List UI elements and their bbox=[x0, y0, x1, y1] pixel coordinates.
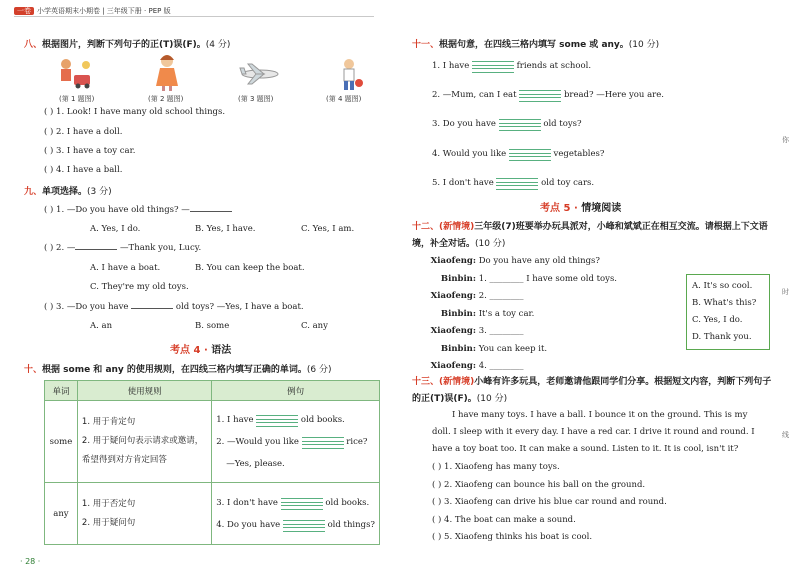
s8-item-2: ( ) 2. I have a doll. bbox=[44, 127, 123, 137]
col-word: 单词 bbox=[45, 381, 78, 401]
answer-blank[interactable] bbox=[131, 308, 173, 309]
margin-char-2: 时 bbox=[782, 288, 789, 296]
examples-some: 1. I have old books. 2. —Would you like rice? —Yes, please. bbox=[212, 401, 380, 483]
s13-item-5: ( ) 5. Xiaofeng thinks his boat is cool. bbox=[432, 532, 593, 542]
dialogue-line: Binbin: You can keep it. bbox=[440, 343, 548, 354]
col-rule: 使用规则 bbox=[77, 381, 211, 401]
word-any: any bbox=[45, 483, 78, 545]
section-12-heading: 十二、(新情境)三年级(7)班要举办玩具派对，小峰和斌斌正在相互交流。请根据上下文语境，补全对话。(10 分) bbox=[412, 222, 768, 249]
four-line-blank[interactable] bbox=[496, 177, 538, 191]
dialogue bbox=[430, 253, 617, 376]
section-8-heading: 八、根据图片，判断下列句子的正(T)误(F)。(4 分) bbox=[24, 40, 231, 50]
four-line-blank[interactable] bbox=[283, 519, 325, 533]
s11-item-5: 5. I don't have old toy cars. bbox=[432, 177, 594, 191]
s9-q3: ( ) 3. —Do you have old toys? —Yes, I have a boat. bbox=[44, 302, 304, 312]
section-13-heading: 十三、(新情境)小峰有许多玩具，老师邀请他跟同学们分享。根据短文内容，判断下列句子的正(T)误(F)。(10 分) bbox=[412, 377, 772, 404]
margin-char-1: 你 bbox=[782, 136, 789, 144]
book-title: 小学英语期末小期卷 | 三年级下册 · PEP 版 bbox=[37, 7, 171, 15]
header-divider bbox=[14, 16, 374, 17]
four-line-blank[interactable] bbox=[281, 497, 323, 511]
s9-q2-opt-a: A. I have a boat. bbox=[90, 263, 161, 273]
dialogue-line: Xiaofeng: 2. ________ bbox=[430, 291, 524, 301]
key-point-5: 考点 5 · 情境阅读 bbox=[540, 203, 622, 214]
options-box: A. It's so cool. B. What's this? C. Yes, I do. D. Thank you. bbox=[686, 274, 770, 350]
s9-q1-opt-a: A. Yes, I do. bbox=[90, 224, 141, 234]
s9-q3-opt-b: B. some bbox=[195, 321, 230, 331]
four-line-blank[interactable] bbox=[302, 436, 344, 450]
picture-2-girl-doll bbox=[152, 52, 182, 92]
s11-item-3: 3. Do you have old toys? bbox=[432, 118, 582, 132]
s9-q3-opt-a: A. an bbox=[90, 321, 113, 331]
grammar-table bbox=[44, 380, 380, 545]
volume-badge: 一卷 bbox=[14, 7, 34, 15]
rules-any: 1. 用于否定句 2. 用于疑问句 bbox=[77, 483, 211, 545]
s13-item-2: ( ) 2. Xiaofeng can bounce his ball on the ground. bbox=[432, 479, 646, 490]
caption-3: (第 3 题图) bbox=[238, 95, 274, 103]
answer-blank[interactable] bbox=[190, 211, 232, 212]
four-line-blank[interactable] bbox=[256, 414, 298, 428]
word-some: some bbox=[45, 401, 78, 483]
caption-1: (第 1 题图) bbox=[59, 95, 95, 103]
s13-item-4: ( ) 4. The boat can make a sound. bbox=[432, 514, 576, 525]
picture-4-boy-ball bbox=[338, 56, 364, 92]
running-header bbox=[14, 6, 171, 16]
four-line-blank[interactable] bbox=[472, 60, 514, 74]
dialogue-line: Binbin: It's a toy car. bbox=[440, 308, 535, 319]
s8-item-4: ( ) 4. I have a ball. bbox=[44, 165, 123, 175]
s13-items bbox=[432, 459, 667, 547]
section-11-heading: 十一、根据句意，在四线三格内填写 some 或 any。(10 分) bbox=[412, 40, 660, 50]
picture-1-school-things bbox=[56, 55, 96, 91]
page-number: · 28 · bbox=[20, 557, 41, 566]
dialogue-line: Xiaofeng: 3. ________ bbox=[430, 326, 524, 336]
s8-item-1: ( ) 1. Look! I have many old school things. bbox=[44, 107, 226, 117]
dialogue-line: Xiaofeng: 4. ________ bbox=[430, 361, 524, 371]
section-9-heading: 九、单项选择。(3 分) bbox=[24, 187, 112, 197]
s11-item-4: 4. Would you like vegetables? bbox=[432, 148, 604, 162]
caption-2: (第 2 题图) bbox=[148, 95, 184, 103]
examples-any: 3. I don't have old books. 4. Do you have old things? bbox=[212, 483, 380, 545]
s9-q1-opt-c: C. Yes, I am. bbox=[301, 224, 355, 234]
margin-char-3: 线 bbox=[782, 431, 789, 439]
s11-item-2: 2. —Mum, can I eat bread? —Here you are. bbox=[432, 89, 664, 103]
s11-item-1: 1. I have friends at school. bbox=[432, 60, 591, 74]
four-line-blank[interactable] bbox=[519, 89, 561, 103]
dialogue-line: Xiaofeng: Do you have any old things? bbox=[430, 256, 600, 266]
picture-3-plane bbox=[238, 62, 282, 86]
key-point-4: 考点 4 · 语法 bbox=[170, 345, 232, 356]
reading-passage: I have many toys. I have a ball. I bounce it on the ground. This is my doll. I sleep with it every day. I have a red car. I drive it round and round. I have a toy boat too. It can make a sound. Listen to it. It is cool, isn't it? bbox=[432, 410, 755, 454]
s13-item-3: ( ) 3. Xiaofeng can drive his blue car round and round. bbox=[432, 497, 667, 507]
section-10-heading: 十、根据 some 和 any 的使用规则，在四线三格内填写正确的单词。(6 分) bbox=[24, 365, 332, 375]
s9-q2-opt-b: B. You can keep the boat. bbox=[195, 263, 305, 273]
four-line-blank[interactable] bbox=[509, 148, 551, 162]
s9-q3-opt-c: C. any bbox=[301, 321, 328, 331]
s13-item-1: ( ) 1. Xiaofeng has many toys. bbox=[432, 462, 560, 472]
s9-q2-opt-c: C. They're my old toys. bbox=[90, 282, 189, 292]
s9-q2: ( ) 2. — —Thank you, Lucy. bbox=[44, 243, 202, 253]
s9-q1: ( ) 1. —Do you have old things? — bbox=[44, 205, 232, 215]
s9-q1-opt-b: B. Yes, I have. bbox=[195, 224, 256, 234]
dialogue-line: Binbin: 1. ________ I have some old toys. bbox=[440, 273, 618, 284]
answer-blank[interactable] bbox=[75, 249, 117, 250]
caption-4: (第 4 题图) bbox=[326, 95, 362, 103]
s8-item-3: ( ) 3. I have a toy car. bbox=[44, 146, 136, 156]
four-line-blank[interactable] bbox=[499, 118, 541, 132]
rules-some: 1. 用于肯定句 2. 用于疑问句表示请求或邀请，希望得到对方肯定回答 bbox=[77, 401, 211, 483]
col-example: 例句 bbox=[212, 381, 380, 401]
